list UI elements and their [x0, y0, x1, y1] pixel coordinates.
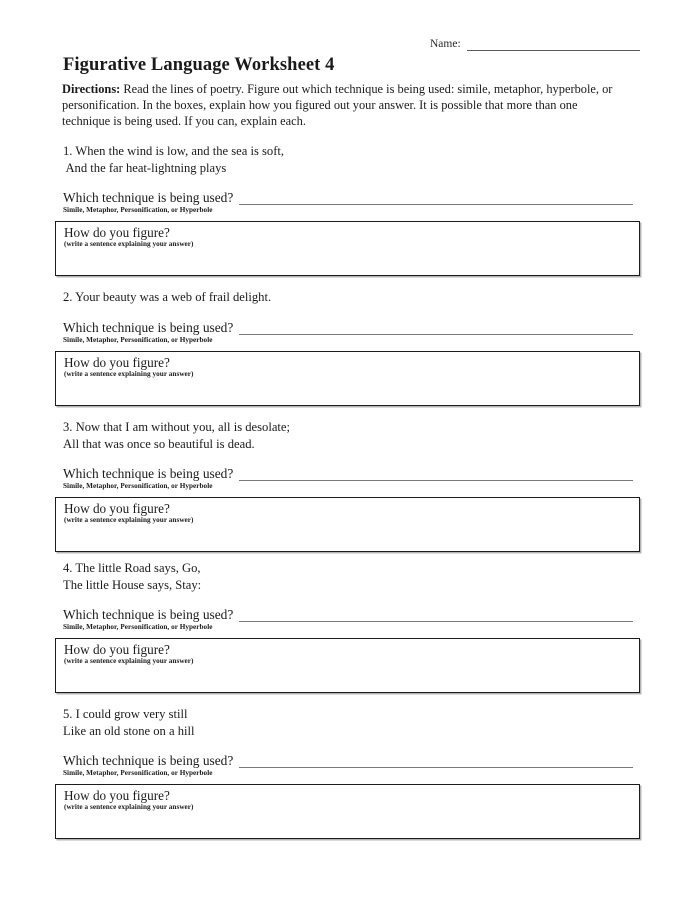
explanation-box-title: How do you figure? [64, 225, 170, 241]
technique-options-hint: Simile, Metaphor, Personification, or Hyperbole [63, 769, 213, 778]
technique-options-hint: Simile, Metaphor, Personification, or Hyperbole [63, 335, 213, 344]
technique-answer-row [63, 466, 633, 481]
explanation-box-instruction: (write a sentence explaining your answer) [64, 369, 194, 378]
technique-answer-row [63, 607, 633, 622]
explanation-box-title: How do you figure? [64, 642, 170, 658]
poetry-line: 4. The little Road says, Go, [63, 561, 201, 575]
poetry-lines [63, 289, 623, 306]
question-block [0, 289, 700, 406]
technique-question-label: Which technique is being used? [63, 190, 234, 206]
question-block [0, 706, 700, 839]
page-title: Figurative Language Worksheet 4 [63, 55, 335, 75]
poetry-line: 2. Your beauty was a web of frail delight. [63, 290, 272, 304]
name-field-row [430, 38, 640, 51]
explanation-box-title: How do you figure? [64, 501, 170, 517]
technique-answer-row [63, 190, 633, 205]
technique-answer-row [63, 753, 633, 768]
technique-answer-blank[interactable] [239, 468, 633, 481]
explanation-box[interactable] [55, 638, 640, 693]
explanation-box-instruction: (write a sentence explaining your answer) [64, 516, 194, 525]
explanation-box[interactable] [55, 221, 640, 276]
poetry-line: All that was once so beautiful is dead. [63, 436, 255, 451]
technique-question-label: Which technique is being used? [63, 466, 234, 482]
poetry-lines [63, 143, 623, 176]
explanation-box[interactable] [55, 497, 640, 552]
poetry-lines [63, 419, 623, 452]
directions-paragraph [62, 81, 618, 130]
name-label: Name: [430, 38, 461, 50]
explanation-box-title: How do you figure? [64, 788, 170, 804]
technique-answer-blank[interactable] [239, 192, 633, 205]
technique-options-hint: Simile, Metaphor, Personification, or Hyperbole [63, 623, 213, 632]
poetry-line: The little House says, Stay: [63, 577, 202, 592]
technique-answer-blank[interactable] [239, 755, 633, 768]
explanation-box-title: How do you figure? [64, 354, 170, 370]
technique-answer-blank[interactable] [239, 322, 633, 335]
question-block [0, 560, 700, 693]
poetry-line: Like an old stone on a hill [63, 723, 195, 738]
technique-options-hint: Simile, Metaphor, Personification, or Hyperbole [63, 206, 213, 215]
explanation-box-instruction: (write a sentence explaining your answer) [64, 657, 194, 666]
poetry-lines [63, 706, 623, 739]
technique-options-hint: Simile, Metaphor, Personification, or Hyperbole [63, 482, 213, 491]
poetry-line: 1. When the wind is low, and the sea is soft, [63, 144, 285, 158]
technique-question-label: Which technique is being used? [63, 607, 234, 623]
question-block [0, 143, 700, 276]
technique-answer-blank[interactable] [239, 609, 633, 622]
technique-question-label: Which technique is being used? [63, 319, 234, 335]
explanation-box-instruction: (write a sentence explaining your answer) [64, 803, 194, 812]
poetry-line: 5. I could grow very still [63, 707, 188, 721]
technique-question-label: Which technique is being used? [63, 753, 234, 769]
question-block [0, 419, 700, 552]
poetry-line: 3. Now that I am without you, all is desolate; [63, 420, 291, 434]
explanation-box[interactable] [55, 351, 640, 406]
directions-label: Directions: [62, 82, 121, 96]
explanation-box-instruction: (write a sentence explaining your answer) [64, 240, 194, 249]
poetry-line: And the far heat-lightning plays [63, 160, 227, 175]
directions-text: Read the lines of poetry. Figure out which technique is being used: simile, metaphor, hyperbole, or personification. In the boxes, explain how you figured out your answer. It is possible that more than one technique is being used. If you can, explain each. [62, 82, 613, 129]
name-blank-line[interactable] [467, 39, 640, 51]
technique-answer-row [63, 320, 633, 335]
explanation-box[interactable] [55, 784, 640, 839]
poetry-lines [63, 560, 623, 593]
